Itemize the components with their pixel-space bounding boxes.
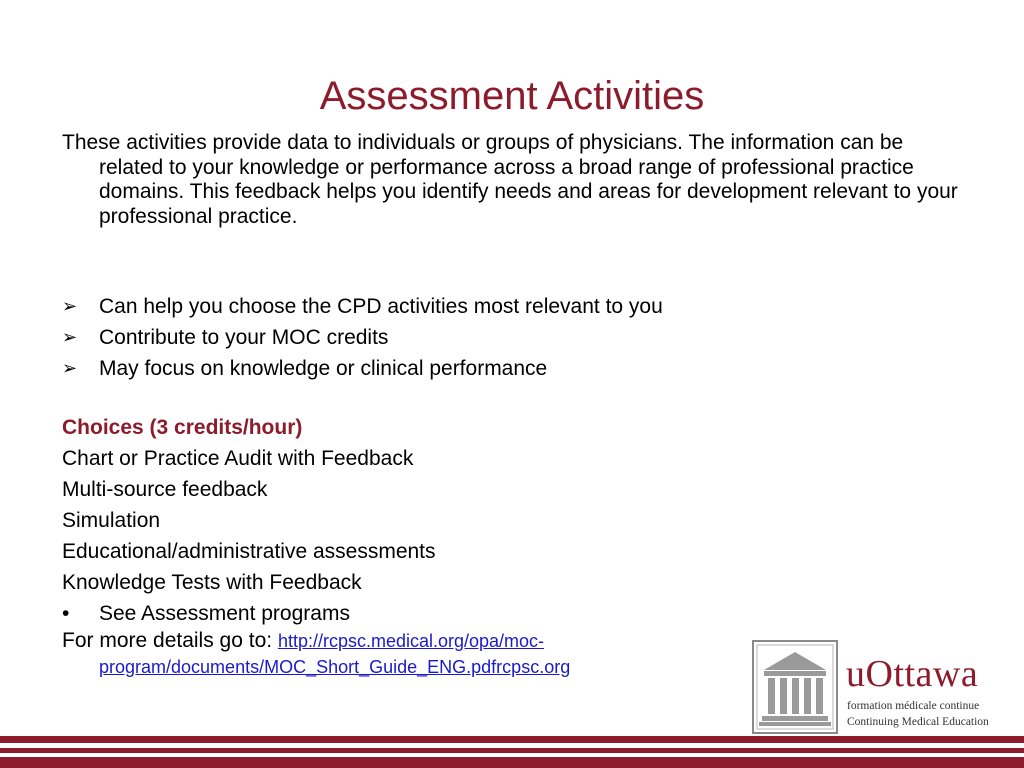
footer-stripe <box>0 736 1024 743</box>
intro-paragraph: These activities provide data to individuals or groups of physicians. The information can be related to your knowledge or performance across a broad range of professional practice domains. This feedback helps you identify needs and areas for development relevant to your professional practice. <box>62 131 958 228</box>
list-item-text: Contribute to your MOC credits <box>99 326 389 349</box>
details-link[interactable]: http://rcpsc.medical.org/opa/moc-program/documents/MOC_Short_Guide_ENG.pdfrcpsc.org <box>99 631 571 677</box>
list-item <box>62 353 942 384</box>
arrow-bullet-icon: ➢ <box>62 327 78 347</box>
list-item-text: See Assessment programs <box>99 602 350 625</box>
list-item: Simulation <box>62 509 161 532</box>
details-line <box>62 628 779 680</box>
building-icon <box>752 640 838 734</box>
list-item-text: May focus on knowledge or clinical performance <box>99 357 548 380</box>
benefit-list <box>62 291 942 384</box>
list-item: Knowledge Tests with Feedback <box>62 571 362 594</box>
arrow-bullet-icon: ➢ <box>62 358 78 378</box>
list-item <box>62 291 942 322</box>
dot-bullet-icon: • <box>62 602 70 625</box>
choices-list <box>62 443 762 629</box>
list-item-text: Can help you choose the CPD activities most relevant to you <box>99 295 663 318</box>
footer-stripe <box>0 757 1024 768</box>
list-item: Chart or Practice Audit with Feedback <box>62 447 414 470</box>
choices-heading: Choices (3 credits/hour) <box>62 416 303 439</box>
list-item: Multi-source feedback <box>62 478 268 501</box>
logo-subtitle-fr: formation médicale continue <box>847 700 980 712</box>
uottawa-logo <box>752 640 1014 736</box>
details-prefix: For more details go to: <box>62 629 278 652</box>
list-item <box>62 322 942 353</box>
footer-stripe <box>0 748 1024 753</box>
list-item: Educational/administrative assessments <box>62 540 436 563</box>
slide-title: Assessment Activities <box>319 74 705 118</box>
logo-name: uOttawa <box>846 653 979 695</box>
list-item <box>62 598 762 629</box>
logo-subtitle-en: Continuing Medical Education <box>847 716 989 728</box>
arrow-bullet-icon: ➢ <box>62 296 78 316</box>
